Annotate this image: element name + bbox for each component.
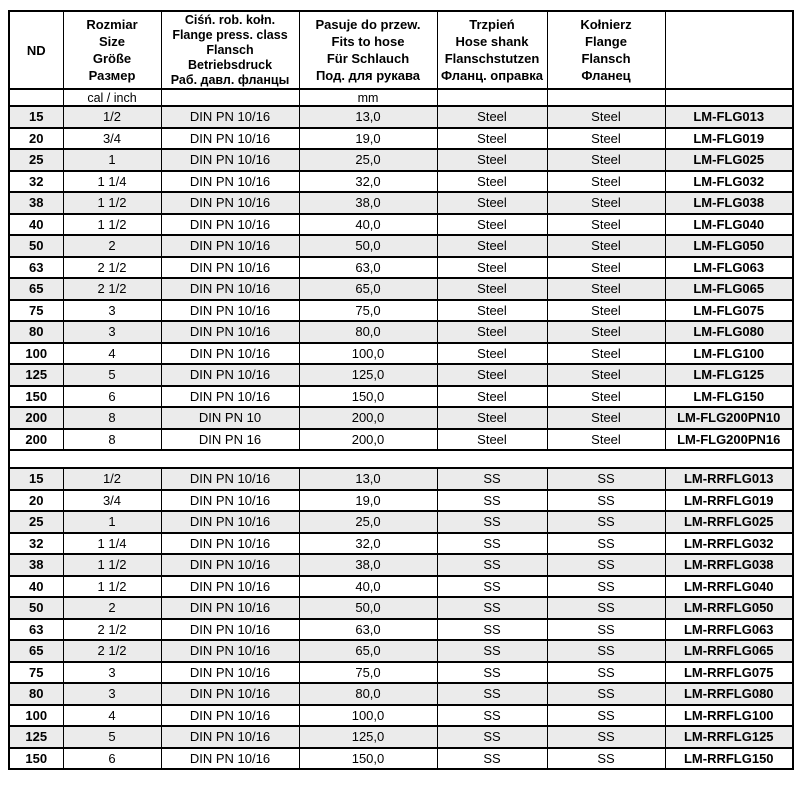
cell-pressure: DIN PN 10/16 bbox=[161, 683, 299, 705]
cell-part: LM-FLG063 bbox=[665, 257, 793, 279]
header-line: Под. для рукава bbox=[315, 68, 421, 83]
cell-size: 1 1/2 bbox=[63, 192, 161, 214]
cell-size: 3 bbox=[63, 300, 161, 322]
cell-shank: Steel bbox=[437, 192, 547, 214]
cell-shank: Steel bbox=[437, 149, 547, 171]
cell-flange: Steel bbox=[547, 321, 665, 343]
header-line: Flansch bbox=[206, 42, 254, 57]
table-row bbox=[9, 554, 793, 576]
cell-part: LM-RRFLG025 bbox=[665, 511, 793, 533]
cell-part: LM-FLG125 bbox=[665, 364, 793, 386]
cell-hose: 13,0 bbox=[299, 106, 437, 128]
cell-nd: 80 bbox=[9, 321, 63, 343]
header-line: ND bbox=[26, 42, 46, 58]
column-header-pressure bbox=[161, 11, 299, 89]
cell-flange: SS bbox=[547, 468, 665, 490]
cell-flange: Steel bbox=[547, 106, 665, 128]
cell-part: LM-FLG032 bbox=[665, 171, 793, 193]
column-header-nd bbox=[9, 11, 63, 89]
cell-nd: 15 bbox=[9, 106, 63, 128]
cell-shank: SS bbox=[437, 683, 547, 705]
cell-flange: SS bbox=[547, 683, 665, 705]
cell-hose: 50,0 bbox=[299, 597, 437, 619]
table-body bbox=[9, 106, 793, 769]
table-row bbox=[9, 576, 793, 598]
cell-size: 5 bbox=[63, 726, 161, 748]
cell-shank: Steel bbox=[437, 106, 547, 128]
table-row bbox=[9, 683, 793, 705]
cell-size: 1 bbox=[63, 149, 161, 171]
cell-part: LM-RRFLG100 bbox=[665, 705, 793, 727]
table-row bbox=[9, 214, 793, 236]
cell-pressure: DIN PN 10/16 bbox=[161, 386, 299, 408]
cell-nd: 15 bbox=[9, 468, 63, 490]
cell-flange: Steel bbox=[547, 257, 665, 279]
cell-flange: Steel bbox=[547, 192, 665, 214]
cell-pressure: DIN PN 10/16 bbox=[161, 364, 299, 386]
cell-size: 3 bbox=[63, 321, 161, 343]
cell-hose: 65,0 bbox=[299, 640, 437, 662]
cell-nd: 38 bbox=[9, 192, 63, 214]
cell-part: LM-FLG038 bbox=[665, 192, 793, 214]
header-line: Flange press. class bbox=[172, 27, 288, 42]
column-header-flange bbox=[547, 11, 665, 89]
cell-part: LM-RRFLG050 bbox=[665, 597, 793, 619]
cell-nd: 25 bbox=[9, 149, 63, 171]
cell-hose: 150,0 bbox=[299, 386, 437, 408]
cell-flange: Steel bbox=[547, 278, 665, 300]
cell-nd: 65 bbox=[9, 278, 63, 300]
header-line: Flansch bbox=[581, 51, 631, 66]
cell-flange: SS bbox=[547, 554, 665, 576]
cell-flange: SS bbox=[547, 597, 665, 619]
flange-spec-table bbox=[8, 10, 794, 770]
cell-pressure: DIN PN 10/16 bbox=[161, 321, 299, 343]
cell-hose: 200,0 bbox=[299, 407, 437, 429]
header-line: Ciśń. rob. kołn. bbox=[184, 12, 276, 27]
cell-part: LM-FLG025 bbox=[665, 149, 793, 171]
cell-size: 3 bbox=[63, 662, 161, 684]
cell-flange: SS bbox=[547, 748, 665, 770]
table-row bbox=[9, 343, 793, 365]
cell-nd: 125 bbox=[9, 364, 63, 386]
cell-pressure: DIN PN 10/16 bbox=[161, 640, 299, 662]
cell-nd: 200 bbox=[9, 429, 63, 451]
header-line: Für Schlauch bbox=[326, 51, 410, 66]
cell-part: LM-FLG065 bbox=[665, 278, 793, 300]
cell-pressure: DIN PN 10 bbox=[161, 407, 299, 429]
cell-size: 2 bbox=[63, 597, 161, 619]
cell-size: 3 bbox=[63, 683, 161, 705]
unit-row bbox=[9, 89, 793, 106]
table-row bbox=[9, 300, 793, 322]
cell-size: 4 bbox=[63, 343, 161, 365]
cell-pressure: DIN PN 10/16 bbox=[161, 257, 299, 279]
table-row bbox=[9, 429, 793, 451]
cell-shank: SS bbox=[437, 490, 547, 512]
cell-shank: SS bbox=[437, 662, 547, 684]
cell-shank: Steel bbox=[437, 235, 547, 257]
cell-shank: Steel bbox=[437, 300, 547, 322]
header-line: Size bbox=[98, 34, 125, 49]
cell-size: 2 1/2 bbox=[63, 278, 161, 300]
cell-size: 2 1/2 bbox=[63, 640, 161, 662]
cell-part: LM-FLG200PN16 bbox=[665, 429, 793, 451]
table-row bbox=[9, 726, 793, 748]
cell-part: LM-RRFLG150 bbox=[665, 748, 793, 770]
unit-cell-hose: mm bbox=[299, 89, 437, 106]
cell-nd: 32 bbox=[9, 533, 63, 555]
cell-pressure: DIN PN 10/16 bbox=[161, 705, 299, 727]
cell-pressure: DIN PN 10/16 bbox=[161, 576, 299, 598]
table-row bbox=[9, 748, 793, 770]
cell-size: 1 1/2 bbox=[63, 554, 161, 576]
cell-shank: Steel bbox=[437, 407, 547, 429]
table-row bbox=[9, 364, 793, 386]
cell-shank: Steel bbox=[437, 386, 547, 408]
table-row bbox=[9, 235, 793, 257]
cell-hose: 40,0 bbox=[299, 214, 437, 236]
cell-part: LM-FLG050 bbox=[665, 235, 793, 257]
cell-size: 2 1/2 bbox=[63, 257, 161, 279]
cell-size: 1/2 bbox=[63, 468, 161, 490]
cell-nd: 100 bbox=[9, 705, 63, 727]
cell-pressure: DIN PN 10/16 bbox=[161, 468, 299, 490]
cell-part: LM-RRFLG040 bbox=[665, 576, 793, 598]
cell-part: LM-RRFLG038 bbox=[665, 554, 793, 576]
cell-flange: Steel bbox=[547, 300, 665, 322]
cell-nd: 150 bbox=[9, 386, 63, 408]
cell-flange: SS bbox=[547, 511, 665, 533]
cell-flange: SS bbox=[547, 533, 665, 555]
cell-part: LM-RRFLG125 bbox=[665, 726, 793, 748]
column-header-shank bbox=[437, 11, 547, 89]
cell-shank: Steel bbox=[437, 128, 547, 150]
table-row bbox=[9, 511, 793, 533]
cell-pressure: DIN PN 10/16 bbox=[161, 300, 299, 322]
cell-part: LM-FLG013 bbox=[665, 106, 793, 128]
cell-pressure: DIN PN 10/16 bbox=[161, 597, 299, 619]
cell-shank: SS bbox=[437, 597, 547, 619]
cell-size: 2 1/2 bbox=[63, 619, 161, 641]
table-row bbox=[9, 705, 793, 727]
column-header-hose bbox=[299, 11, 437, 89]
cell-hose: 75,0 bbox=[299, 662, 437, 684]
cell-shank: Steel bbox=[437, 278, 547, 300]
separator-cell bbox=[9, 450, 793, 468]
cell-nd: 50 bbox=[9, 597, 63, 619]
header-line: Pasuje do przew. bbox=[315, 17, 421, 32]
cell-pressure: DIN PN 10/16 bbox=[161, 235, 299, 257]
cell-pressure: DIN PN 10/16 bbox=[161, 171, 299, 193]
cell-hose: 50,0 bbox=[299, 235, 437, 257]
cell-hose: 19,0 bbox=[299, 490, 437, 512]
header-line: Размер bbox=[88, 68, 136, 83]
cell-size: 1 1/2 bbox=[63, 214, 161, 236]
header-line: Hose shank bbox=[455, 34, 529, 49]
cell-shank: SS bbox=[437, 554, 547, 576]
cell-shank: Steel bbox=[437, 343, 547, 365]
cell-hose: 38,0 bbox=[299, 192, 437, 214]
cell-nd: 150 bbox=[9, 748, 63, 770]
header-line: Фланец bbox=[581, 68, 631, 83]
cell-flange: Steel bbox=[547, 214, 665, 236]
table-row bbox=[9, 171, 793, 193]
cell-shank: SS bbox=[437, 748, 547, 770]
cell-part: LM-FLG200PN10 bbox=[665, 407, 793, 429]
header-line: Kołnierz bbox=[580, 17, 632, 32]
cell-hose: 40,0 bbox=[299, 576, 437, 598]
unit-cell-nd bbox=[9, 89, 63, 106]
cell-flange: SS bbox=[547, 490, 665, 512]
header-line: Фланц. оправка bbox=[440, 68, 544, 83]
cell-hose: 63,0 bbox=[299, 619, 437, 641]
unit-cell-shank bbox=[437, 89, 547, 106]
cell-size: 5 bbox=[63, 364, 161, 386]
header-line: Rozmiar bbox=[86, 17, 138, 32]
cell-flange: Steel bbox=[547, 128, 665, 150]
table-row bbox=[9, 192, 793, 214]
table-row bbox=[9, 468, 793, 490]
cell-pressure: DIN PN 10/16 bbox=[161, 748, 299, 770]
cell-pressure: DIN PN 10/16 bbox=[161, 278, 299, 300]
cell-part: LM-FLG100 bbox=[665, 343, 793, 365]
cell-pressure: DIN PN 10/16 bbox=[161, 662, 299, 684]
cell-nd: 38 bbox=[9, 554, 63, 576]
cell-shank: Steel bbox=[437, 257, 547, 279]
cell-shank: SS bbox=[437, 576, 547, 598]
header-line: Größe bbox=[92, 51, 132, 66]
cell-pressure: DIN PN 10/16 bbox=[161, 554, 299, 576]
cell-part: LM-FLG040 bbox=[665, 214, 793, 236]
cell-pressure: DIN PN 10/16 bbox=[161, 192, 299, 214]
cell-shank: SS bbox=[437, 640, 547, 662]
cell-shank: SS bbox=[437, 619, 547, 641]
header-line: Fits to hose bbox=[331, 34, 405, 49]
cell-hose: 200,0 bbox=[299, 429, 437, 451]
cell-pressure: DIN PN 10/16 bbox=[161, 106, 299, 128]
cell-pressure: DIN PN 16 bbox=[161, 429, 299, 451]
cell-hose: 125,0 bbox=[299, 726, 437, 748]
cell-shank: SS bbox=[437, 705, 547, 727]
cell-size: 1 1/2 bbox=[63, 576, 161, 598]
cell-nd: 63 bbox=[9, 619, 63, 641]
table-row bbox=[9, 619, 793, 641]
cell-nd: 125 bbox=[9, 726, 63, 748]
cell-pressure: DIN PN 10/16 bbox=[161, 343, 299, 365]
cell-nd: 20 bbox=[9, 128, 63, 150]
cell-pressure: DIN PN 10/16 bbox=[161, 511, 299, 533]
cell-shank: SS bbox=[437, 468, 547, 490]
cell-hose: 32,0 bbox=[299, 171, 437, 193]
header-line: Betriebsdruck bbox=[187, 57, 273, 72]
header-line: Flange bbox=[585, 34, 627, 49]
cell-hose: 25,0 bbox=[299, 511, 437, 533]
unit-cell-pressure bbox=[161, 89, 299, 106]
cell-hose: 13,0 bbox=[299, 468, 437, 490]
table-row bbox=[9, 149, 793, 171]
cell-hose: 38,0 bbox=[299, 554, 437, 576]
cell-shank: Steel bbox=[437, 429, 547, 451]
cell-hose: 80,0 bbox=[299, 321, 437, 343]
cell-part: LM-RRFLG032 bbox=[665, 533, 793, 555]
cell-size: 3/4 bbox=[63, 128, 161, 150]
cell-shank: Steel bbox=[437, 364, 547, 386]
cell-hose: 100,0 bbox=[299, 705, 437, 727]
cell-flange: Steel bbox=[547, 343, 665, 365]
cell-shank: SS bbox=[437, 511, 547, 533]
cell-size: 1 bbox=[63, 511, 161, 533]
table-row bbox=[9, 278, 793, 300]
section-separator bbox=[9, 450, 793, 468]
cell-part: LM-RRFLG065 bbox=[665, 640, 793, 662]
unit-cell-part bbox=[665, 89, 793, 106]
cell-shank: Steel bbox=[437, 171, 547, 193]
cell-hose: 19,0 bbox=[299, 128, 437, 150]
cell-pressure: DIN PN 10/16 bbox=[161, 619, 299, 641]
cell-nd: 40 bbox=[9, 214, 63, 236]
cell-part: LM-FLG080 bbox=[665, 321, 793, 343]
cell-nd: 63 bbox=[9, 257, 63, 279]
cell-nd: 32 bbox=[9, 171, 63, 193]
table-row bbox=[9, 490, 793, 512]
cell-nd: 75 bbox=[9, 300, 63, 322]
header-row bbox=[9, 11, 793, 89]
table-row bbox=[9, 407, 793, 429]
cell-nd: 65 bbox=[9, 640, 63, 662]
cell-hose: 25,0 bbox=[299, 149, 437, 171]
cell-part: LM-FLG075 bbox=[665, 300, 793, 322]
cell-nd: 40 bbox=[9, 576, 63, 598]
table-row bbox=[9, 321, 793, 343]
cell-hose: 150,0 bbox=[299, 748, 437, 770]
cell-part: LM-FLG019 bbox=[665, 128, 793, 150]
cell-size: 8 bbox=[63, 429, 161, 451]
cell-part: LM-FLG150 bbox=[665, 386, 793, 408]
cell-size: 4 bbox=[63, 705, 161, 727]
cell-nd: 50 bbox=[9, 235, 63, 257]
table-row bbox=[9, 257, 793, 279]
cell-hose: 100,0 bbox=[299, 343, 437, 365]
cell-flange: Steel bbox=[547, 407, 665, 429]
header-line: Flanschstutzen bbox=[444, 51, 540, 66]
table-row bbox=[9, 128, 793, 150]
cell-shank: SS bbox=[437, 726, 547, 748]
column-header-part bbox=[665, 11, 793, 89]
cell-shank: SS bbox=[437, 533, 547, 555]
cell-flange: SS bbox=[547, 662, 665, 684]
cell-hose: 32,0 bbox=[299, 533, 437, 555]
cell-flange: SS bbox=[547, 726, 665, 748]
cell-pressure: DIN PN 10/16 bbox=[161, 214, 299, 236]
unit-cell-flange bbox=[547, 89, 665, 106]
cell-hose: 75,0 bbox=[299, 300, 437, 322]
cell-pressure: DIN PN 10/16 bbox=[161, 490, 299, 512]
cell-flange: Steel bbox=[547, 171, 665, 193]
cell-hose: 80,0 bbox=[299, 683, 437, 705]
cell-flange: SS bbox=[547, 640, 665, 662]
table-row bbox=[9, 662, 793, 684]
cell-nd: 100 bbox=[9, 343, 63, 365]
column-header-size bbox=[63, 11, 161, 89]
cell-flange: SS bbox=[547, 619, 665, 641]
cell-part: LM-RRFLG019 bbox=[665, 490, 793, 512]
cell-nd: 20 bbox=[9, 490, 63, 512]
cell-flange: Steel bbox=[547, 149, 665, 171]
table-row bbox=[9, 597, 793, 619]
cell-nd: 80 bbox=[9, 683, 63, 705]
cell-part: LM-RRFLG013 bbox=[665, 468, 793, 490]
table-header bbox=[9, 11, 793, 106]
cell-pressure: DIN PN 10/16 bbox=[161, 149, 299, 171]
cell-size: 1 1/4 bbox=[63, 533, 161, 555]
cell-size: 8 bbox=[63, 407, 161, 429]
cell-shank: Steel bbox=[437, 321, 547, 343]
cell-size: 1 1/4 bbox=[63, 171, 161, 193]
cell-flange: Steel bbox=[547, 364, 665, 386]
cell-nd: 200 bbox=[9, 407, 63, 429]
unit-cell-size: cal / inch bbox=[63, 89, 161, 106]
cell-size: 3/4 bbox=[63, 490, 161, 512]
cell-size: 6 bbox=[63, 386, 161, 408]
header-line: Trzpień bbox=[469, 17, 515, 32]
cell-pressure: DIN PN 10/16 bbox=[161, 128, 299, 150]
header-line: Раб. давл. фланцы bbox=[170, 72, 290, 87]
cell-hose: 65,0 bbox=[299, 278, 437, 300]
cell-part: LM-RRFLG075 bbox=[665, 662, 793, 684]
cell-flange: SS bbox=[547, 705, 665, 727]
cell-hose: 63,0 bbox=[299, 257, 437, 279]
cell-pressure: DIN PN 10/16 bbox=[161, 533, 299, 555]
table-row bbox=[9, 106, 793, 128]
cell-shank: Steel bbox=[437, 214, 547, 236]
cell-size: 2 bbox=[63, 235, 161, 257]
cell-part: LM-RRFLG063 bbox=[665, 619, 793, 641]
table-row bbox=[9, 533, 793, 555]
cell-size: 1/2 bbox=[63, 106, 161, 128]
cell-flange: SS bbox=[547, 576, 665, 598]
cell-part: LM-RRFLG080 bbox=[665, 683, 793, 705]
cell-size: 6 bbox=[63, 748, 161, 770]
cell-nd: 25 bbox=[9, 511, 63, 533]
cell-pressure: DIN PN 10/16 bbox=[161, 726, 299, 748]
table-row bbox=[9, 640, 793, 662]
cell-flange: Steel bbox=[547, 429, 665, 451]
cell-flange: Steel bbox=[547, 235, 665, 257]
cell-flange: Steel bbox=[547, 386, 665, 408]
table-row bbox=[9, 386, 793, 408]
cell-hose: 125,0 bbox=[299, 364, 437, 386]
cell-nd: 75 bbox=[9, 662, 63, 684]
